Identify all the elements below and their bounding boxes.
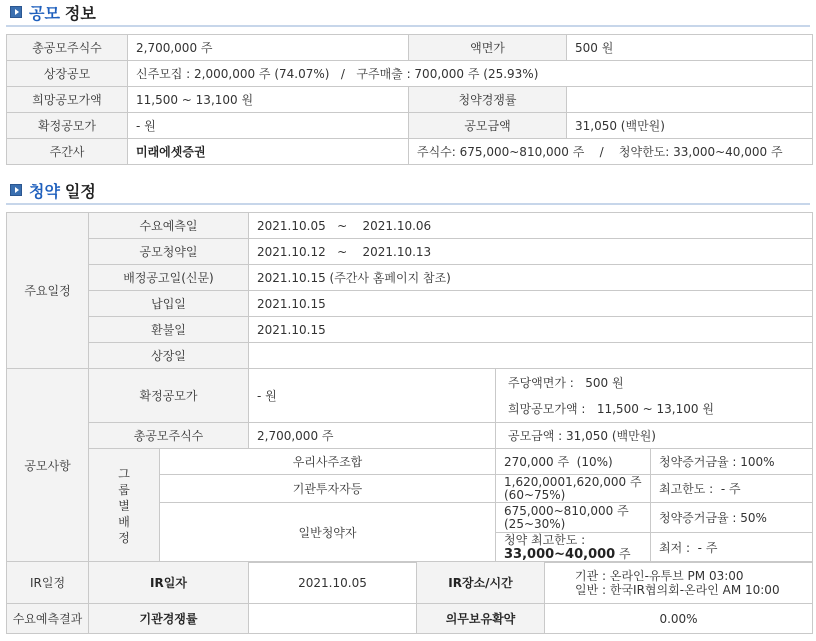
main-schedule-label: 주요일정 (7, 213, 89, 369)
ir-place-retail: 일반 : 한국IR협의회-온라인 AM 10:00 (575, 582, 780, 597)
face-value-value: 500 원 (567, 35, 813, 61)
final-price-value: - 원 (249, 369, 496, 423)
schedule-row-value: 2021.10.15 (249, 317, 813, 343)
schedule-table (6, 212, 813, 369)
demand-result-label: 수요예측결과 (7, 604, 89, 634)
ir-schedule-label: IR일정 (7, 562, 89, 604)
total-shares-value: 2,700,000 주 (128, 35, 409, 61)
schedule-row-label: 수요예측일 (89, 213, 249, 239)
retail-label: 일반청약자 (160, 503, 496, 563)
group-alloc-char: 배 (118, 514, 130, 529)
offer-section-label: 공모사항 (7, 369, 89, 563)
schedule-row-label: 배정공고일(신문) (89, 265, 249, 291)
employee-margin: 청약증거금율 : 100% (651, 449, 813, 475)
schedule-row-label: 공모청약일 (89, 239, 249, 265)
final-price-label: 확정공모가 (89, 369, 249, 423)
section-title-offer-info (10, 2, 96, 22)
schedule-row-value: 2021.10.05 ~ 2021.10.06 (249, 213, 813, 239)
underwriter-value: 미래에셋증권 (128, 139, 409, 165)
retail-max-label: 청약 최고한도 : (504, 533, 586, 547)
schedule-row-value (249, 343, 813, 369)
competition-value (567, 87, 813, 113)
offer-details-table (6, 368, 813, 563)
section-rule (6, 25, 810, 27)
competition-label: 청약경쟁률 (409, 87, 567, 113)
total-shares-label: 총공모주식수 (89, 423, 249, 449)
schedule-row-label: 납입일 (89, 291, 249, 317)
group-alloc-char: 정 (118, 530, 130, 545)
ir-place-cell (545, 562, 813, 604)
employee-label: 우리사주조합 (160, 449, 496, 475)
retail-shares: 675,000~810,000 주 (504, 503, 629, 518)
group-alloc-char: 룹 (118, 482, 130, 497)
institution-shares: 1,620,0001,620,000 주 (504, 474, 642, 489)
group-allocation-label (89, 449, 160, 563)
ir-table (6, 561, 813, 634)
underwriter-detail: 주식수: 675,000~810,000 주 / 청약한도: 33,000~40,000 주 (409, 139, 813, 165)
section-title-b: 정보 (64, 3, 96, 23)
ir-place-institution: 기관 : 온라인-유투브 PM 03:00 (575, 568, 744, 583)
offer-info-table (6, 34, 813, 165)
ir-place-label: IR장소/시간 (417, 562, 545, 604)
institution-limit: 최고한도 : - 주 (651, 475, 813, 503)
group-alloc-char: 그 (118, 466, 130, 481)
offer-amount-value: 31,050 (백만원) (567, 113, 813, 139)
schedule-row-label: 상장일 (89, 343, 249, 369)
group-alloc-char: 별 (118, 498, 130, 513)
retail-max-value: 33,000~40,000 (504, 547, 616, 562)
total-shares-value: 2,700,000 주 (249, 423, 496, 449)
retail-max-unit: 주 (615, 547, 631, 561)
ir-date-value: 2021.10.05 (249, 562, 417, 604)
final-price-label: 확정공모가 (7, 113, 128, 139)
offer-amount-label: 공모금액 (409, 113, 567, 139)
desired-price-label: 희망공모가액 (7, 87, 128, 113)
section-title-schedule (10, 180, 96, 200)
ir-date-label: IR일자 (89, 562, 249, 604)
section-title-a: 공모 (29, 3, 60, 23)
institution-label: 기관투자자등 (160, 475, 496, 503)
retail-pct: (25~30%) (504, 516, 566, 531)
lockup-label: 의무보유확약 (417, 604, 545, 634)
par-value: 주당액면가 : 500 원 (508, 375, 624, 390)
face-value-label: 액면가 (409, 35, 567, 61)
final-price-value: - 원 (128, 113, 409, 139)
schedule-row-value: 2021.10.15 (주간사 홈페이지 참조) (249, 265, 813, 291)
schedule-row-value: 2021.10.15 (249, 291, 813, 317)
employee-shares: 270,000 주 (10%) (496, 449, 651, 475)
institution-shares-cell (496, 475, 651, 503)
schedule-row-label: 환불일 (89, 317, 249, 343)
section-title-a: 청약 (29, 181, 60, 201)
retail-shares-cell (496, 503, 651, 533)
listing-offer-label: 상장공모 (7, 61, 128, 87)
retail-margin: 청약증거금율 : 50% (651, 503, 813, 533)
price-info-cell (496, 369, 813, 423)
desired-price: 희망공모가액 : 11,500 ~ 13,100 원 (508, 401, 714, 416)
retail-min: 최저 : - 주 (651, 533, 813, 563)
section-bullet-icon (10, 6, 22, 18)
total-shares-label: 총공모주식수 (7, 35, 128, 61)
section-title-b: 일정 (64, 181, 96, 201)
institution-pct: (60~75%) (504, 487, 566, 502)
institution-competition-value (249, 604, 417, 634)
schedule-row-value: 2021.10.12 ~ 2021.10.13 (249, 239, 813, 265)
lockup-value: 0.00% (545, 604, 813, 634)
desired-price-value: 11,500 ~ 13,100 원 (128, 87, 409, 113)
underwriter-label: 주간사 (7, 139, 128, 165)
section-bullet-icon (10, 184, 22, 196)
section-rule (6, 203, 810, 205)
institution-competition-label: 기관경쟁률 (89, 604, 249, 634)
offer-amount-value: 공모금액 : 31,050 (백만원) (496, 423, 813, 449)
listing-offer-value: 신주모집 : 2,000,000 주 (74.07%) / 구주매출 : 700,000 주 (25.93%) (128, 61, 813, 87)
retail-max-cell (496, 533, 651, 563)
